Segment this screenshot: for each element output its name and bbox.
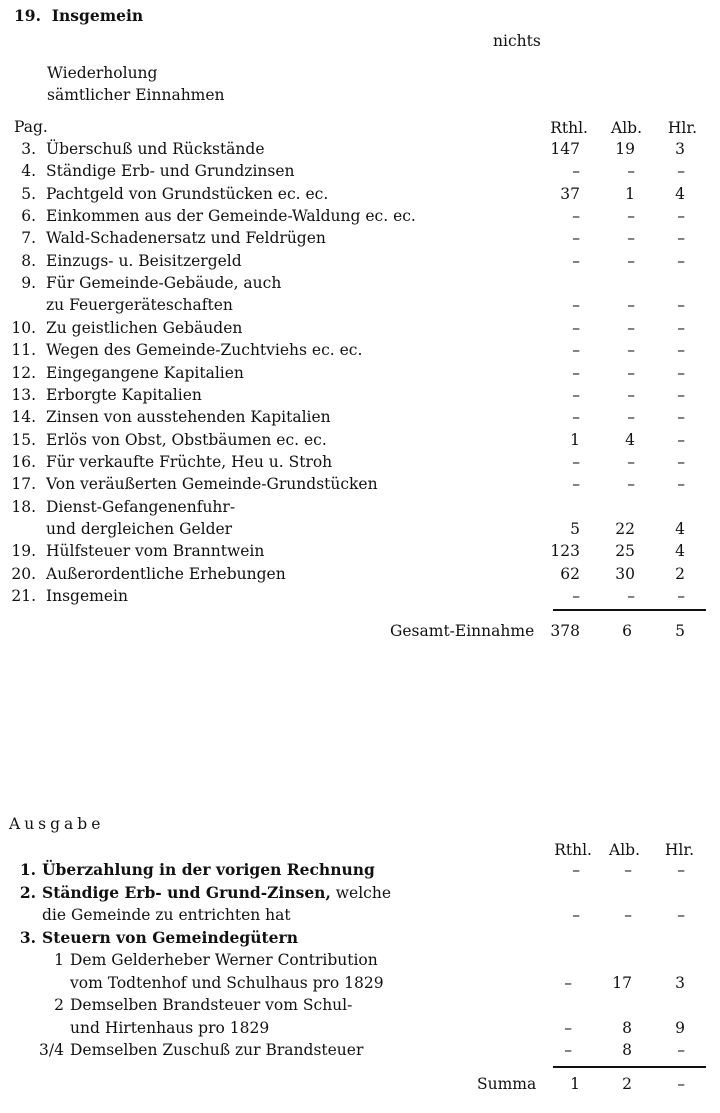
sub-item-hlr: – <box>677 1041 685 1059</box>
row-label: Einzugs- u. Beisitzergeld <box>46 251 242 270</box>
row-alb: 25 <box>615 542 635 561</box>
row-number: 18. <box>11 497 36 516</box>
ausgabe-item-alb: – <box>624 906 632 924</box>
sub-item-number: 3/4 <box>39 1041 64 1059</box>
row-rthl: – <box>572 475 580 494</box>
sub-item-label: Demselben Brandsteuer vom Schul- <box>70 996 353 1014</box>
row-alb: 1 <box>625 184 635 203</box>
hlr-header: Hlr. <box>667 119 697 137</box>
ausgabe-item-bold: Ständige Erb- und Grund-Zinsen, <box>42 882 331 902</box>
gesamt-hlr: 5 <box>675 622 685 640</box>
row-hlr: – <box>677 251 685 270</box>
row-number: 17. <box>11 475 36 494</box>
ausgabe-hlr-header: Hlr. <box>664 841 694 859</box>
row-hlr: – <box>677 341 685 360</box>
row-alb: – <box>627 363 635 382</box>
row-label: Wald-Schadenersatz und Feldrügen <box>46 229 326 248</box>
row-alb: – <box>627 229 635 248</box>
row-hlr: – <box>677 318 685 337</box>
rthl-header: Rthl. <box>550 119 588 137</box>
row-rthl: – <box>572 452 580 471</box>
row-hlr: – <box>677 385 685 404</box>
row-hlr: – <box>677 430 685 449</box>
sub-item-alb: 8 <box>622 1041 632 1059</box>
sub-item-rthl: – <box>564 1018 572 1037</box>
ausgabe-item-bold: Überzahlung in der vorigen Rechnung <box>42 860 375 879</box>
summa-rule <box>553 1066 706 1068</box>
row-number: 19. <box>11 542 36 561</box>
row-alb: – <box>627 341 635 360</box>
row-alb: – <box>627 452 635 471</box>
summa-alb: 2 <box>622 1075 632 1093</box>
row-alb: – <box>627 318 635 337</box>
row-label: Zu geistlichen Gebäuden <box>46 318 243 337</box>
ausgabe-item-rthl: – <box>572 861 580 879</box>
row-label: zu Feuergeräteschaften <box>46 296 233 315</box>
ausgabe-item-label <box>42 883 391 903</box>
row-rthl: – <box>572 162 580 181</box>
row-rthl: – <box>572 296 580 315</box>
recap-line-1: Wiederholung <box>47 64 158 82</box>
row-hlr: – <box>677 452 685 471</box>
row-rthl: 5 <box>570 519 580 538</box>
row-label: Dienst-Gefangenenfuhr- <box>46 497 236 516</box>
row-number: 4. <box>21 162 36 181</box>
row-alb: 22 <box>615 519 635 538</box>
gesamt-rthl: 378 <box>550 622 580 640</box>
row-rthl: 62 <box>560 564 580 583</box>
row-hlr: – <box>677 296 685 315</box>
row-number: 14. <box>11 408 36 427</box>
ausgabe-item-number: 3. <box>19 927 36 947</box>
row-hlr: – <box>677 207 685 226</box>
row-hlr: – <box>677 475 685 494</box>
row-rthl: 123 <box>550 542 580 561</box>
sub-item-rthl: – <box>564 973 572 992</box>
row-rthl: – <box>572 229 580 248</box>
gesamt-label: Gesamt-Einnahme <box>390 622 535 640</box>
row-alb: – <box>627 475 635 494</box>
ausgabe-item-alb: – <box>624 861 632 879</box>
row-hlr: – <box>677 363 685 382</box>
sub-item-label: und Hirtenhaus pro 1829 <box>70 1018 270 1037</box>
row-label: Außerordentliche Erhebungen <box>46 564 286 583</box>
row-label: Überschuß und Rückstände <box>46 140 265 158</box>
row-alb: – <box>627 207 635 226</box>
row-label: Pachtgeld von Grundstücken ec. ec. <box>46 184 329 203</box>
row-number: 15. <box>11 430 36 449</box>
row-number: 13. <box>11 385 36 404</box>
row-hlr: 2 <box>675 564 685 583</box>
row-hlr: – <box>677 162 685 181</box>
row-number: 7. <box>21 229 36 248</box>
sub-item-alb: 17 <box>612 973 632 992</box>
ausgabe-item-label <box>42 928 298 948</box>
row-label: Einkommen aus der Gemeinde-Waldung ec. ec. <box>46 207 416 226</box>
nichts-note: nichts <box>493 32 541 50</box>
heading-number: 19. <box>14 6 41 25</box>
row-label: Von veräußerten Gemeinde-Grundstücken <box>46 475 378 494</box>
ausgabe-rthl-header: Rthl. <box>554 841 592 859</box>
row-hlr: – <box>677 408 685 427</box>
row-label: Hülfsteuer vom Branntwein <box>46 542 265 561</box>
row-label: Erlös von Obst, Obstbäumen ec. ec. <box>46 430 327 449</box>
ausgabe-item-label <box>42 860 375 880</box>
ausgabe-item-number: 1. <box>19 860 36 879</box>
row-number: 20. <box>11 564 36 583</box>
row-number: 8. <box>21 251 36 270</box>
row-rthl: 37 <box>560 184 580 203</box>
total-rule <box>553 609 706 611</box>
sub-item-rthl: – <box>564 1041 572 1059</box>
ausgabe-item-number: 2. <box>19 882 36 902</box>
recap-line-2: sämtlicher Einnahmen <box>47 86 225 104</box>
row-hlr: – <box>677 587 685 605</box>
row-hlr: 3 <box>675 140 685 158</box>
row-label: Wegen des Gemeinde-Zuchtviehs ec. ec. <box>46 341 363 360</box>
sub-item-label: vom Todtenhof und Schulhaus pro 1829 <box>70 973 384 992</box>
sub-item-label: Dem Gelderheber Werner Contribution <box>70 951 378 969</box>
row-number: 3. <box>21 140 36 158</box>
row-number: 10. <box>11 318 36 337</box>
row-rthl: – <box>572 341 580 360</box>
row-rthl: 1 <box>570 430 580 449</box>
row-alb: 19 <box>615 140 635 158</box>
row-hlr: 4 <box>675 542 685 561</box>
row-alb: 30 <box>615 564 635 583</box>
row-alb: – <box>627 587 635 605</box>
ausgabe-item-continuation: die Gemeinde zu entrichten hat <box>42 906 291 924</box>
row-number: 5. <box>21 184 36 203</box>
row-label: Insgemein <box>46 587 128 605</box>
row-number: 11. <box>11 341 36 360</box>
ausgabe-item-hlr: – <box>677 861 685 879</box>
row-label: Eingegangene Kapitalien <box>46 363 244 382</box>
row-alb: 4 <box>625 430 635 449</box>
ausgabe-item-rest: welche <box>330 883 392 902</box>
summa-hlr: – <box>677 1075 685 1093</box>
row-alb: – <box>627 408 635 427</box>
row-label: Erborgte Kapitalien <box>46 385 202 404</box>
row-number: 16. <box>11 452 36 471</box>
ausgabe-item-hlr: – <box>677 906 685 924</box>
sub-item-number: 1 <box>54 951 64 969</box>
ausgabe-item-rthl: – <box>572 906 580 924</box>
ausgabe-alb-header: Alb. <box>609 841 640 859</box>
row-alb: – <box>627 162 635 181</box>
pag-header: Pag. <box>14 118 48 136</box>
sub-item-label: Demselben Zuschuß zur Brandsteuer <box>70 1041 364 1059</box>
sub-item-alb: 8 <box>622 1018 632 1037</box>
row-label: Für Gemeinde-Gebäude, auch <box>46 274 282 293</box>
heading-title: Insgemein <box>51 6 144 25</box>
summa-label: Summa <box>477 1075 537 1093</box>
row-rthl: – <box>572 251 580 270</box>
row-rthl: 147 <box>550 140 580 158</box>
alb-header: Alb. <box>611 119 642 137</box>
row-rthl: – <box>572 408 580 427</box>
ausgabe-title: Ausgabe <box>9 815 105 833</box>
row-rthl: – <box>572 363 580 382</box>
row-hlr: 4 <box>675 519 685 538</box>
row-number: 9. <box>21 274 36 293</box>
row-number: 12. <box>11 363 36 382</box>
section-heading <box>14 6 143 26</box>
row-rthl: – <box>572 587 580 605</box>
sub-item-hlr: 9 <box>675 1018 685 1037</box>
gesamt-alb: 6 <box>622 622 632 640</box>
row-label: Zinsen von ausstehenden Kapitalien <box>46 408 331 427</box>
summa-rthl: 1 <box>570 1075 580 1093</box>
row-hlr: – <box>677 229 685 248</box>
sub-item-hlr: 3 <box>675 973 685 992</box>
row-hlr: 4 <box>675 184 685 203</box>
row-rthl: – <box>572 318 580 337</box>
row-label: Ständige Erb- und Grundzinsen <box>46 162 295 181</box>
sub-item-number: 2 <box>54 996 64 1014</box>
row-number: 21. <box>11 587 36 605</box>
row-alb: – <box>627 251 635 270</box>
row-label: und dergleichen Gelder <box>46 519 233 538</box>
row-rthl: – <box>572 207 580 226</box>
row-label: Für verkaufte Früchte, Heu u. Stroh <box>46 452 333 471</box>
row-alb: – <box>627 385 635 404</box>
ausgabe-item-bold: Steuern von Gemeindegütern <box>42 927 298 947</box>
row-rthl: – <box>572 385 580 404</box>
row-alb: – <box>627 296 635 315</box>
row-number: 6. <box>21 207 36 226</box>
